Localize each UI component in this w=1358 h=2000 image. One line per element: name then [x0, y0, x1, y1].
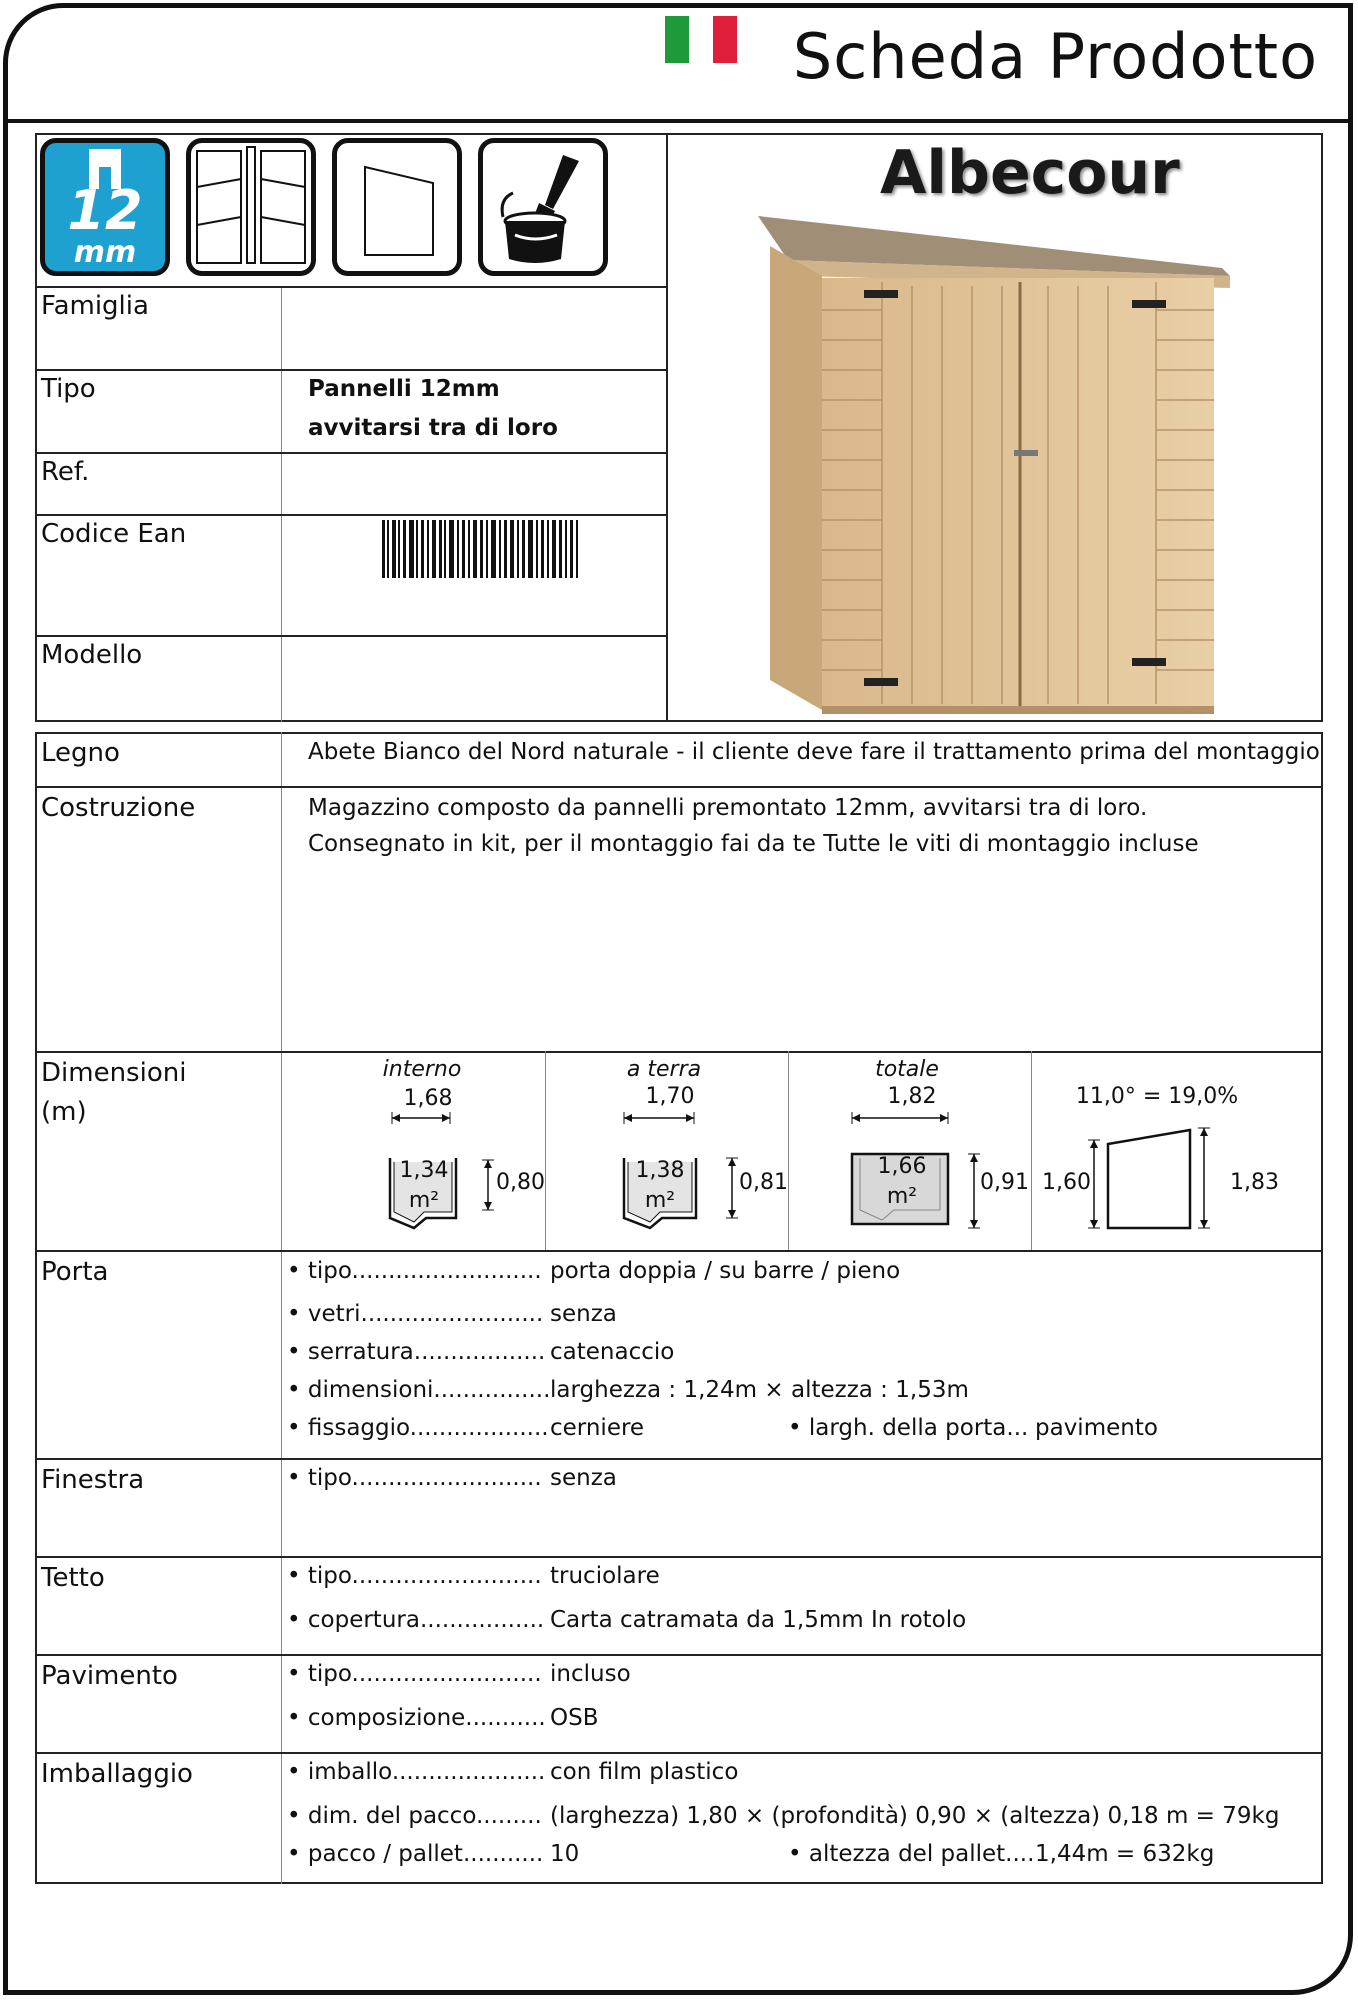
porta-value: larghezza : 1,24m × altezza : 1,53m	[550, 1377, 969, 1403]
dim-col-divider	[1031, 1051, 1032, 1250]
a-terra-title: a terra	[626, 1057, 702, 1082]
porta-value: senza	[550, 1301, 617, 1327]
roof-slope: 11,0° = 19,0%	[1075, 1084, 1239, 1109]
row-divider	[35, 452, 667, 454]
dimensioni-label: Dimensioni	[41, 1058, 187, 1088]
thickness-unit: mm	[73, 235, 137, 270]
flag-green-stripe	[665, 16, 689, 63]
ref-label: Ref.	[41, 457, 90, 487]
row-divider	[35, 286, 667, 288]
dim-col-divider	[788, 1051, 789, 1250]
costruzione-line1: Magazzino composto da pannelli premontato 12mm, avvitarsi tra di loro.	[308, 795, 1148, 821]
header-divider	[5, 119, 1353, 123]
product-name: Albecour	[880, 138, 1180, 208]
imballaggio-extra-value: 1,44m = 632kg	[1035, 1841, 1215, 1867]
legno-value: Abete Bianco del Nord naturale - il cliente deve fare il trattamento prima del montaggio	[308, 739, 1320, 765]
thickness-12mm-icon	[40, 138, 170, 276]
finestra-value: senza	[550, 1465, 617, 1491]
porta-key: • vetri.........................	[287, 1301, 544, 1327]
famiglia-label: Famiglia	[41, 291, 149, 321]
row-divider	[35, 1654, 1323, 1656]
row-divider	[35, 1250, 1323, 1252]
interno-area: 1,34	[399, 1158, 449, 1183]
tetto-value: truciolare	[550, 1563, 660, 1589]
porta-value: catenaccio	[550, 1339, 675, 1365]
row-divider	[35, 635, 667, 637]
a-terra-depth: 0,81	[739, 1170, 788, 1195]
flag-red-stripe	[713, 16, 737, 63]
codice-ean-label: Codice Ean	[41, 519, 187, 549]
costruzione-line2: Consegnato in kit, per il montaggio fai da te Tutte le viti di montaggio incluse	[308, 831, 1199, 857]
paint-treatment-icon	[478, 138, 608, 276]
tetto-label: Tetto	[41, 1563, 105, 1593]
row-divider	[35, 1556, 1323, 1558]
interno-width: 1,68	[403, 1086, 453, 1111]
imballaggio-key: • pacco / pallet...........	[287, 1841, 544, 1867]
imballaggio-value: 10	[550, 1841, 580, 1867]
panel-interlock-icon	[186, 138, 316, 276]
porta-key: • dimensioni................	[287, 1377, 551, 1403]
row-divider	[35, 514, 667, 516]
dim-col-divider	[545, 1051, 546, 1250]
a-terra-area: 1,38	[635, 1158, 685, 1183]
bottom-table-label-divider	[281, 732, 282, 1884]
imballaggio-value: con film plastico	[550, 1759, 739, 1785]
barcode-icon	[382, 520, 592, 580]
row-divider	[35, 786, 1323, 788]
imballaggio-key: • dim. del pacco.........	[287, 1803, 542, 1829]
single-slope-roof-icon	[332, 138, 462, 276]
imballaggio-key: • imballo.....................	[287, 1759, 546, 1785]
finestra-label: Finestra	[41, 1465, 145, 1495]
imballaggio-value: (larghezza) 1,80 × (profondità) 0,90 × (altezza) 0,18 m = 79kg	[550, 1803, 1280, 1829]
totale-depth: 0,91	[980, 1170, 1029, 1195]
a-terra-width: 1,70	[645, 1084, 695, 1109]
costruzione-label: Costruzione	[41, 793, 196, 823]
tetto-value: Carta catramata da 1,5mm In rotolo	[550, 1607, 967, 1633]
profile-height-low: 1,60	[1042, 1170, 1091, 1195]
row-divider	[35, 369, 667, 371]
a-terra-area-unit: m²	[644, 1188, 676, 1213]
interno-depth: 0,80	[496, 1170, 545, 1195]
shed-image	[752, 210, 1250, 720]
side-profile-diagram	[1086, 1118, 1236, 1248]
row-divider	[35, 1051, 1323, 1053]
porta-key: • serratura..................	[287, 1339, 546, 1365]
row-divider	[35, 1458, 1323, 1460]
porta-key: • fissaggio...................	[287, 1415, 549, 1441]
totale-title: totale	[875, 1057, 939, 1082]
page-title: Scheda Prodotto	[792, 20, 1318, 93]
imballaggio-label: Imballaggio	[41, 1759, 193, 1789]
profile-height-high: 1,83	[1230, 1170, 1279, 1195]
italian-flag-icon	[665, 16, 737, 63]
porta-value: porta doppia / su barre / pieno	[550, 1258, 901, 1284]
tetto-key: • tipo..........................	[287, 1563, 542, 1589]
porta-label: Porta	[41, 1257, 109, 1287]
porta-key: • tipo..........................	[287, 1258, 542, 1284]
top-table-label-divider	[281, 286, 282, 722]
porta-extra-value: pavimento	[1035, 1415, 1158, 1441]
tetto-key: • copertura.................	[287, 1607, 545, 1633]
dimensioni-unit-label: (m)	[41, 1097, 87, 1127]
totale-width: 1,82	[887, 1084, 937, 1109]
thickness-value: 12	[67, 179, 143, 242]
tipo-value-line2: avvitarsi tra di loro	[308, 415, 558, 441]
pavimento-label: Pavimento	[41, 1661, 178, 1691]
pavimento-key: • composizione...........	[287, 1705, 546, 1731]
interno-area-unit: m²	[408, 1188, 440, 1213]
top-table-divider	[666, 133, 668, 722]
pavimento-key: • tipo..........................	[287, 1661, 542, 1687]
totale-area-unit: m²	[886, 1184, 918, 1209]
porta-value: cerniere	[550, 1415, 645, 1441]
porta-extra-key: • largh. della porta...	[788, 1415, 1029, 1441]
pavimento-value: incluso	[550, 1661, 631, 1687]
interno-title: interno	[382, 1057, 462, 1082]
imballaggio-extra-key: • altezza del pallet....	[788, 1841, 1035, 1867]
row-divider	[35, 1752, 1323, 1754]
totale-area: 1,66	[877, 1154, 927, 1179]
tipo-value-line1: Pannelli 12mm	[308, 376, 500, 402]
modello-label: Modello	[41, 640, 143, 670]
tipo-label: Tipo	[41, 374, 96, 404]
legno-label: Legno	[41, 738, 120, 768]
bottom-table	[35, 732, 1323, 1884]
finestra-key: • tipo..........................	[287, 1465, 542, 1491]
flag-white-stripe	[689, 16, 713, 63]
pavimento-value: OSB	[550, 1705, 599, 1731]
